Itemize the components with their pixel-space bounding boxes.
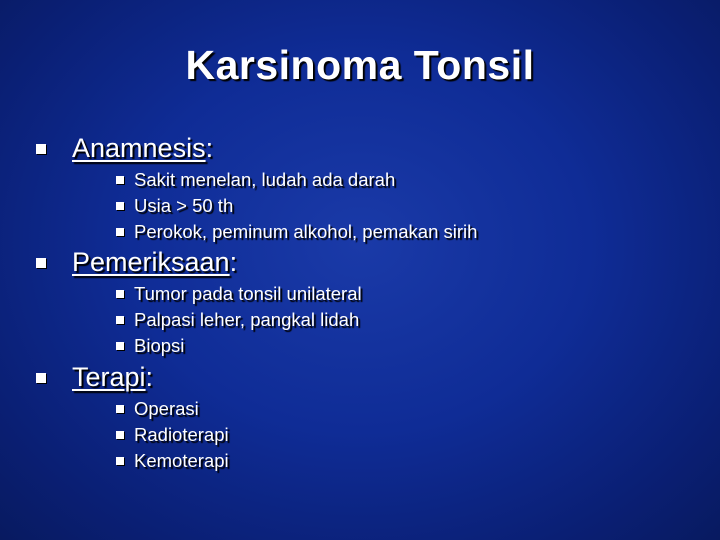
list-item	[0, 283, 720, 309]
square-bullet-icon	[116, 405, 124, 413]
list-item	[0, 424, 720, 450]
square-bullet-icon	[116, 290, 124, 298]
list-item-label: Usia > 50 th	[134, 195, 234, 216]
list-item-label: Operasi	[134, 398, 199, 419]
list-item-label: Biopsi	[134, 335, 185, 356]
list-item	[0, 398, 720, 424]
square-bullet-icon	[36, 144, 46, 154]
list-item-label: Radioterapi	[134, 424, 229, 445]
square-bullet-icon	[116, 342, 124, 350]
square-bullet-icon	[116, 316, 124, 324]
slide-title: Karsinoma Tonsil	[185, 42, 535, 88]
section-heading: Terapi:	[72, 362, 154, 392]
section-anamnesis	[0, 133, 720, 247]
list-item	[0, 450, 720, 476]
list-item	[0, 195, 720, 221]
section-heading: Pemeriksaan:	[72, 247, 238, 277]
section-heading: Anamnesis:	[72, 133, 214, 163]
square-bullet-icon	[36, 258, 46, 268]
list-item-label: Sakit menelan, ludah ada darah	[134, 169, 396, 190]
square-bullet-icon	[116, 457, 124, 465]
section-pemeriksaan	[0, 247, 720, 361]
list-item	[0, 309, 720, 335]
list-item-label: Palpasi leher, pangkal lidah	[134, 309, 360, 330]
list-item	[0, 169, 720, 195]
section-terapi	[0, 362, 720, 476]
list-item-label: Kemoterapi	[134, 450, 229, 471]
list-item-label: Tumor pada tonsil unilateral	[134, 283, 362, 304]
list-item-label: Perokok, peminum alkohol, pemakan sirih	[134, 221, 478, 242]
square-bullet-icon	[116, 202, 124, 210]
list-item	[0, 221, 720, 247]
square-bullet-icon	[116, 176, 124, 184]
square-bullet-icon	[116, 228, 124, 236]
square-bullet-icon	[36, 373, 46, 383]
list-item	[0, 335, 720, 361]
square-bullet-icon	[116, 431, 124, 439]
